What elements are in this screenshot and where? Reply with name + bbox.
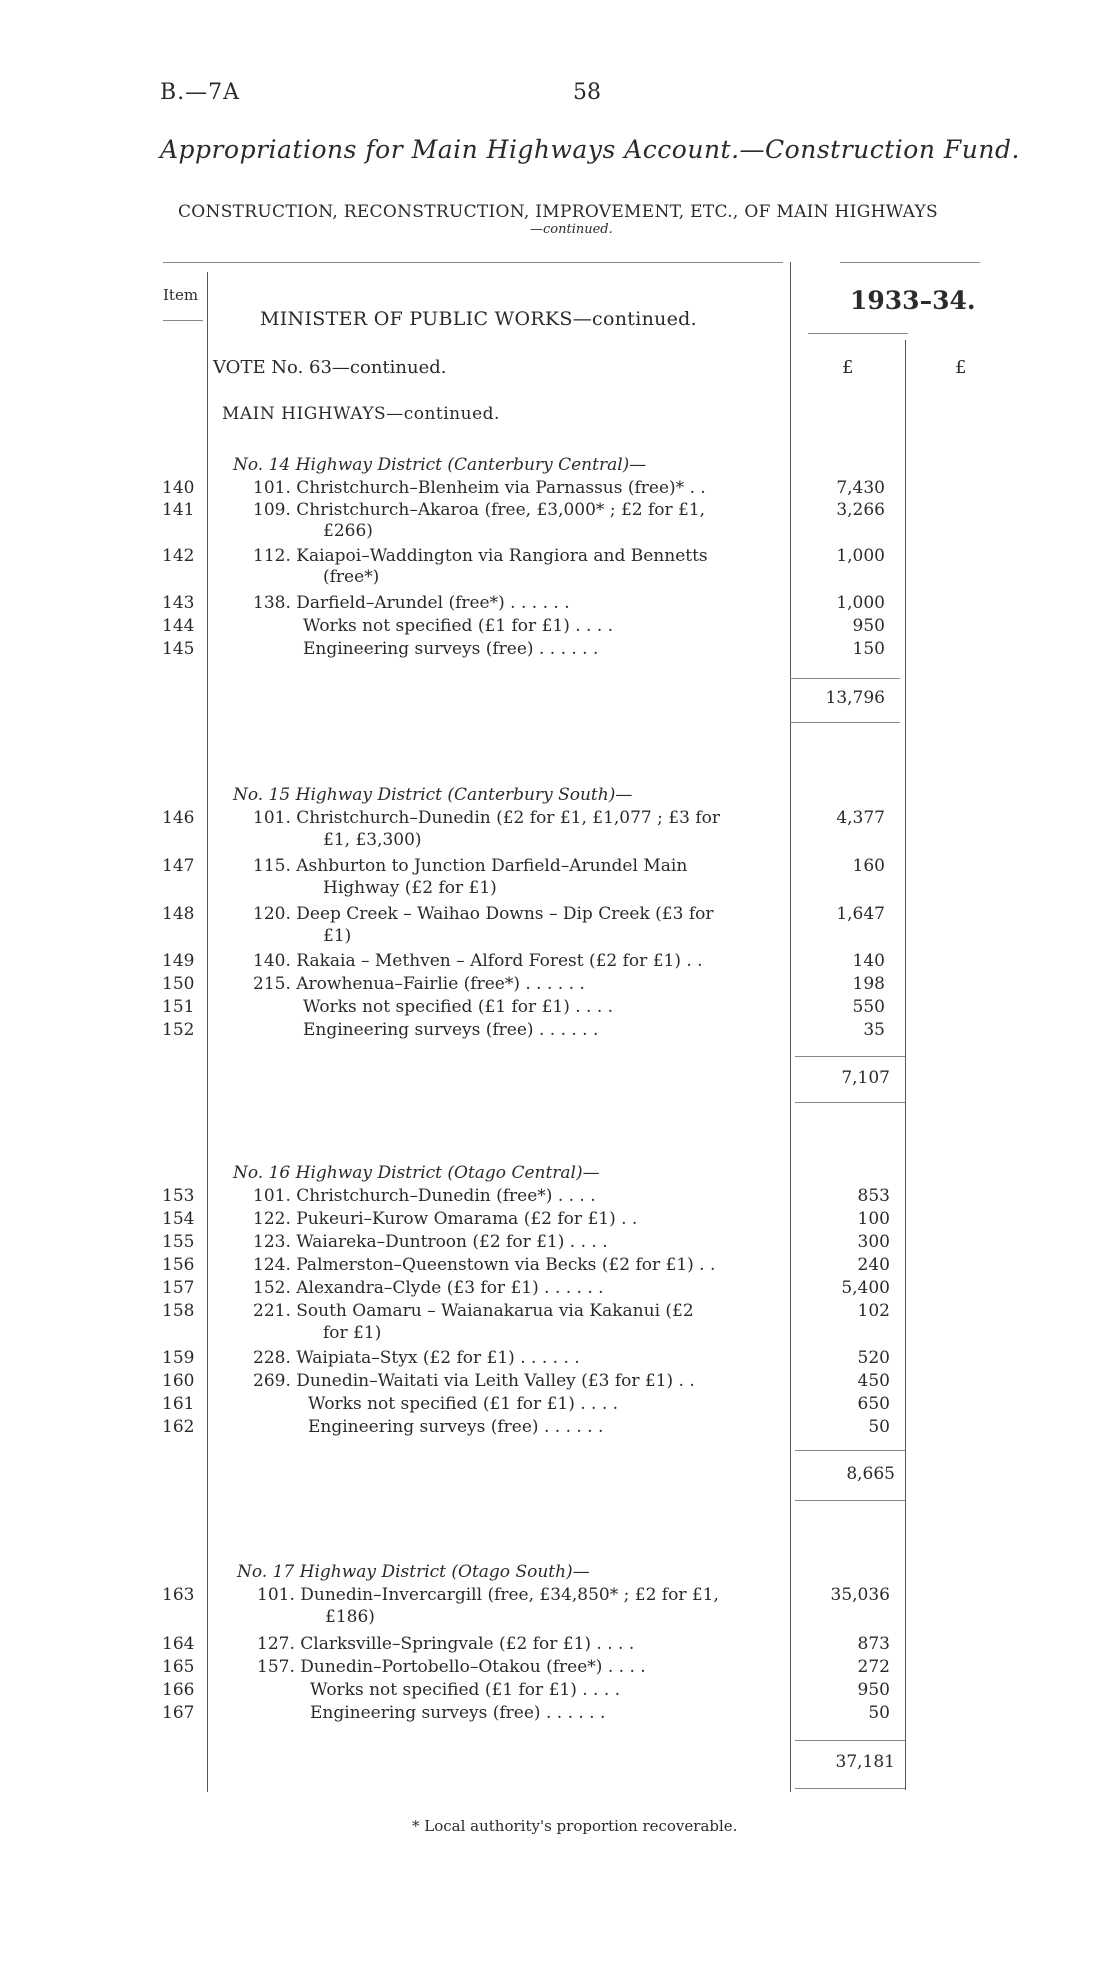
item-description: 127. Clarksville–Springvale (£2 for £1) . . . . bbox=[257, 1634, 635, 1654]
pound-sign-col2: £ bbox=[955, 357, 967, 378]
item-number: 146 bbox=[162, 808, 195, 828]
item-column-header: Item bbox=[163, 286, 199, 304]
item-description-cont: for £1) bbox=[323, 1323, 382, 1343]
vote-heading: VOTE No. 63—continued. bbox=[213, 357, 447, 378]
amount-column-rule-right bbox=[905, 340, 906, 1790]
item-amount: 1,000 bbox=[836, 546, 885, 566]
district-title: No. 16 Highway District (Otago Central)— bbox=[233, 1163, 600, 1183]
item-number: 160 bbox=[162, 1371, 195, 1391]
district-title: No. 14 Highway District (Canterbury Central)— bbox=[233, 455, 647, 475]
item-description-cont: £1, £3,300) bbox=[323, 830, 422, 850]
item-amount: 5,400 bbox=[841, 1278, 890, 1298]
item-description: 101. Christchurch–Blenheim via Parnassus (free)* . . bbox=[253, 478, 706, 498]
item-number: 142 bbox=[162, 546, 195, 566]
item-amount: 520 bbox=[857, 1348, 890, 1368]
item-number: 163 bbox=[162, 1585, 195, 1605]
district-subtotal: 8,665 bbox=[846, 1464, 895, 1484]
item-number: 149 bbox=[162, 951, 195, 971]
item-description: 101. Dunedin–Invercargill (free, £34,850* ; £2 for £1, bbox=[257, 1585, 719, 1605]
item-amount: 7,430 bbox=[836, 478, 885, 498]
year-rule bbox=[808, 333, 908, 334]
item-number: 147 bbox=[162, 856, 195, 876]
subtotal-rule bbox=[790, 678, 900, 679]
item-description: Works not specified (£1 for £1) . . . . bbox=[303, 997, 614, 1017]
district-title: No. 17 Highway District (Otago South)— bbox=[237, 1562, 590, 1582]
pound-sign-col1: £ bbox=[842, 357, 854, 378]
item-description-cont: (free*) bbox=[323, 567, 380, 587]
page-number: 58 bbox=[573, 80, 601, 105]
item-description-cont: £186) bbox=[325, 1607, 375, 1627]
document-reference: B.—7A bbox=[160, 80, 241, 105]
item-number: 144 bbox=[162, 616, 195, 636]
header-rule bbox=[163, 262, 783, 263]
item-description: 120. Deep Creek – Waihao Downs – Dip Creek (£3 for bbox=[253, 904, 714, 924]
item-description: 101. Christchurch–Dunedin (£2 for £1, £1,077 ; £3 for bbox=[253, 808, 720, 828]
item-description: 138. Darfield–Arundel (free*) . . . . . . bbox=[253, 593, 570, 613]
minister-heading: MINISTER OF PUBLIC WORKS—continued. bbox=[260, 308, 697, 330]
item-description-cont: £1) bbox=[323, 926, 352, 946]
district-subtotal: 13,796 bbox=[825, 688, 885, 708]
item-amount: 650 bbox=[857, 1394, 890, 1414]
item-number: 150 bbox=[162, 974, 195, 994]
item-amount: 1,000 bbox=[836, 593, 885, 613]
item-amount: 100 bbox=[857, 1209, 890, 1229]
footnote: * Local authority's proportion recoverable. bbox=[412, 1817, 738, 1835]
item-amount: 873 bbox=[857, 1634, 890, 1654]
item-amount: 450 bbox=[857, 1371, 890, 1391]
subtotal-rule bbox=[795, 1788, 905, 1789]
item-description: Works not specified (£1 for £1) . . . . bbox=[308, 1394, 619, 1414]
item-description-cont: £266) bbox=[323, 521, 373, 541]
item-number: 151 bbox=[162, 997, 195, 1017]
item-number: 159 bbox=[162, 1348, 195, 1368]
district-title: No. 15 Highway District (Canterbury South)— bbox=[233, 785, 633, 805]
item-number: 154 bbox=[162, 1209, 195, 1229]
item-amount: 50 bbox=[868, 1417, 890, 1437]
item-amount: 140 bbox=[852, 951, 885, 971]
item-description: 115. Ashburton to Junction Darfield–Arundel Main bbox=[253, 856, 688, 876]
item-number: 153 bbox=[162, 1186, 195, 1206]
item-description: 140. Rakaia – Methven – Alford Forest (£2 for £1) . . bbox=[253, 951, 703, 971]
item-number: 164 bbox=[162, 1634, 195, 1654]
item-amount: 950 bbox=[852, 616, 885, 636]
page-subtitle: CONSTRUCTION, RECONSTRUCTION, IMPROVEMENT, ETC., OF MAIN HIGHWAYS bbox=[178, 202, 938, 222]
item-amount: 4,377 bbox=[836, 808, 885, 828]
item-number: 143 bbox=[162, 593, 195, 613]
item-description: Works not specified (£1 for £1) . . . . bbox=[310, 1680, 621, 1700]
item-description: Engineering surveys (free) . . . . . . bbox=[308, 1417, 604, 1437]
item-number: 156 bbox=[162, 1255, 195, 1275]
item-amount: 35 bbox=[863, 1020, 885, 1040]
item-description: Works not specified (£1 for £1) . . . . bbox=[303, 616, 614, 636]
item-amount: 240 bbox=[857, 1255, 890, 1275]
item-description: 269. Dunedin–Waitati via Leith Valley (£3 for £1) . . bbox=[253, 1371, 695, 1391]
item-number: 158 bbox=[162, 1301, 195, 1321]
subtotal-rule bbox=[795, 1500, 905, 1501]
item-number: 145 bbox=[162, 639, 195, 659]
item-amount: 160 bbox=[852, 856, 885, 876]
item-number: 140 bbox=[162, 478, 195, 498]
item-number: 157 bbox=[162, 1278, 195, 1298]
item-amount: 853 bbox=[857, 1186, 890, 1206]
item-description: 101. Christchurch–Dunedin (free*) . . . . bbox=[253, 1186, 596, 1206]
item-description: Engineering surveys (free) . . . . . . bbox=[310, 1703, 606, 1723]
item-number: 162 bbox=[162, 1417, 195, 1437]
header-rule-right bbox=[840, 262, 980, 263]
item-header-rule bbox=[163, 320, 203, 321]
item-description: 152. Alexandra–Clyde (£3 for £1) . . . . . . bbox=[253, 1278, 604, 1298]
page-title: Appropriations for Main Highways Account.—Construction Fund. bbox=[160, 135, 1020, 164]
item-number: 148 bbox=[162, 904, 195, 924]
item-number: 155 bbox=[162, 1232, 195, 1252]
item-amount: 102 bbox=[857, 1301, 890, 1321]
subtotal-rule bbox=[795, 1102, 905, 1103]
item-number: 166 bbox=[162, 1680, 195, 1700]
item-number: 141 bbox=[162, 500, 195, 520]
item-amount: 550 bbox=[852, 997, 885, 1017]
item-description: Engineering surveys (free) . . . . . . bbox=[303, 639, 599, 659]
item-description: 109. Christchurch–Akaroa (free, £3,000* ; £2 for £1, bbox=[253, 500, 706, 520]
item-description-cont: Highway (£2 for £1) bbox=[323, 878, 497, 898]
item-description: 157. Dunedin–Portobello–Otakou (free*) . . . . bbox=[257, 1657, 646, 1677]
item-amount: 3,266 bbox=[836, 500, 885, 520]
item-amount: 272 bbox=[857, 1657, 890, 1677]
item-description: 124. Palmerston–Queenstown via Becks (£2 for £1) . . bbox=[253, 1255, 716, 1275]
page-subtitle-continued: —continued. bbox=[530, 222, 613, 237]
item-number: 165 bbox=[162, 1657, 195, 1677]
item-amount: 1,647 bbox=[836, 904, 885, 924]
item-description: Engineering surveys (free) . . . . . . bbox=[303, 1020, 599, 1040]
item-description: 215. Arowhenua–Fairlie (free*) . . . . . . bbox=[253, 974, 585, 994]
district-subtotal: 37,181 bbox=[835, 1752, 895, 1772]
item-number: 161 bbox=[162, 1394, 195, 1414]
item-amount: 150 bbox=[852, 639, 885, 659]
item-description: 122. Pukeuri–Kurow Omarama (£2 for £1) . . bbox=[253, 1209, 638, 1229]
item-amount: 50 bbox=[868, 1703, 890, 1723]
item-amount: 300 bbox=[857, 1232, 890, 1252]
item-amount: 198 bbox=[852, 974, 885, 994]
item-description: 123. Waiareka–Duntroon (£2 for £1) . . . . bbox=[253, 1232, 608, 1252]
subtotal-rule bbox=[795, 1450, 905, 1451]
subtotal-rule bbox=[795, 1056, 905, 1057]
item-column-rule bbox=[207, 272, 208, 1792]
item-amount: 950 bbox=[857, 1680, 890, 1700]
main-highways-heading: MAIN HIGHWAYS—continued. bbox=[222, 404, 500, 424]
item-number: 152 bbox=[162, 1020, 195, 1040]
subtotal-rule bbox=[795, 1740, 905, 1741]
subtotal-rule bbox=[790, 722, 900, 723]
item-description: 221. South Oamaru – Waianakarua via Kakanui (£2 bbox=[253, 1301, 694, 1321]
district-subtotal: 7,107 bbox=[841, 1068, 890, 1088]
item-number: 167 bbox=[162, 1703, 195, 1723]
item-amount: 35,036 bbox=[830, 1585, 890, 1605]
item-description: 228. Waipiata–Styx (£2 for £1) . . . . . . bbox=[253, 1348, 580, 1368]
year-header: 1933–34. bbox=[850, 286, 976, 315]
amount-column-rule-left bbox=[790, 262, 791, 1792]
item-description: 112. Kaiapoi–Waddington via Rangiora and Bennetts bbox=[253, 546, 708, 566]
